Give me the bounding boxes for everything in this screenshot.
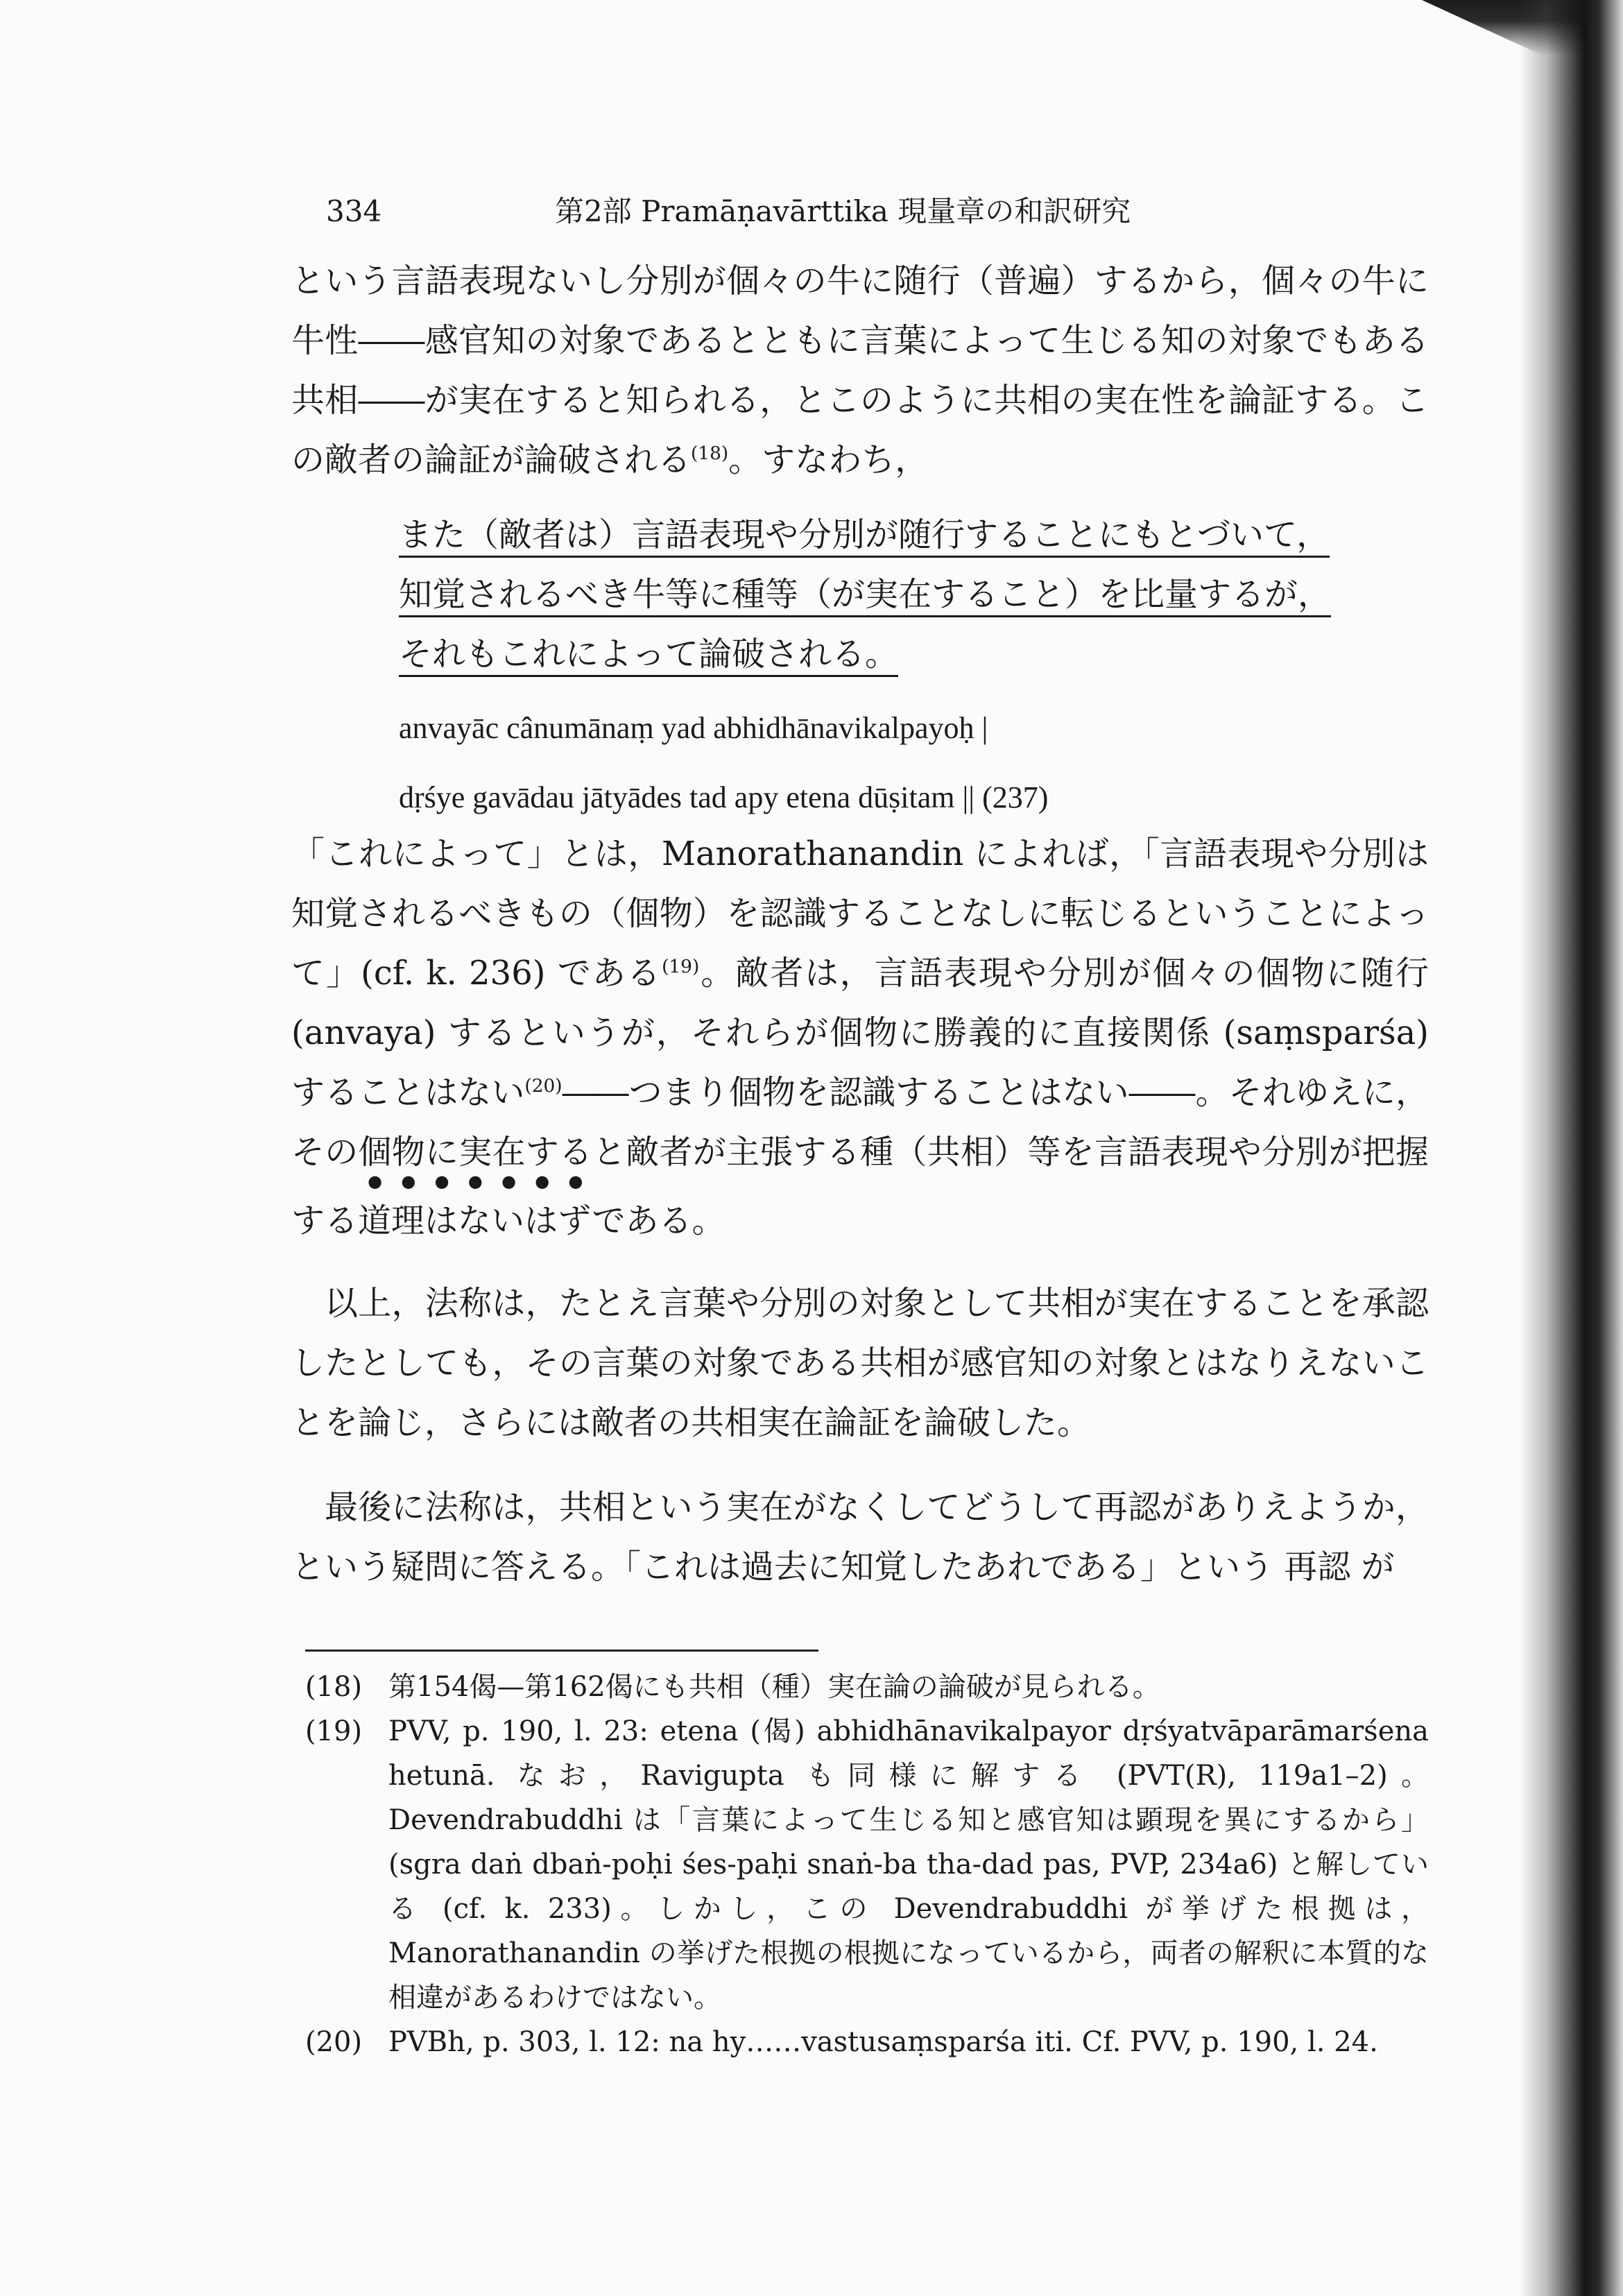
footnote-text: 第154偈—第162偈にも共相（種）実在論の論破が見られる。 xyxy=(388,1671,1160,1703)
footnote-ref-20[interactable]: (20) xyxy=(524,1075,563,1097)
footnote-number: (18) xyxy=(305,1671,363,1703)
footnote-ref-19[interactable]: (19) xyxy=(662,956,700,977)
binding-shadow xyxy=(1519,0,1623,2296)
footnotes xyxy=(305,1665,1429,2064)
paragraph-4: 最後に法称は，共相という実在がなくしてどうして再認がありえようか，という疑問に答える。「これは過去に知覚したあれである」という 再認 が xyxy=(291,1488,1429,1586)
footnote-number: (19) xyxy=(305,1715,363,1747)
footnote-text: PVBh, p. 303, l. 12: na hy……vastusaṃsparśa iti. Cf. PVV, p. 190, l. 24. xyxy=(388,2026,1378,2058)
paragraph-3: 以上，法称は，たとえ言葉や分別の対象として共相が実在することを承認したとしても，その言葉の対象である共相が感官知の対象とはなりえないことを論じ，さらには敵者の共相実在論証を論破した。 xyxy=(291,1284,1429,1442)
sanskrit-verse xyxy=(399,694,1439,832)
verse-line-2: 知覚されるべき牛等に種等（が実在すること）を比量するが， xyxy=(399,575,1332,614)
page-number: 334 xyxy=(326,194,382,228)
paragraph-1-text-b: 。すなわち， xyxy=(728,440,929,479)
paragraph-2 xyxy=(291,824,1429,1251)
footnote-ref-18[interactable]: (18) xyxy=(691,443,729,464)
paragraph-2-text-c: ――つまり個物を認識することはない――。それゆえに，その xyxy=(291,1073,1429,1172)
verse-translation xyxy=(399,505,1384,684)
footnote-19 xyxy=(305,1709,1429,2020)
sanskrit-line-1: anvayāc cânumānaṃ yad abhidhānavikalpayoḥ | xyxy=(399,711,988,745)
paragraph-2-text-b: 。敵者は，言語表現や分別が個々の個物に随行 (anvaya) するというが，それらが個物に勝義的に直接関係 (saṃsparśa) することはない xyxy=(291,954,1429,1112)
footnote-separator xyxy=(305,1650,818,1652)
footnote-20 xyxy=(305,2020,1429,2064)
paragraph-1-text-a: という言語表現ないし分別が個々の牛に随行（普遍）するから，個々の牛に牛性――感官知の対象であるとともに言葉によって生じる知の対象でもある共相――が実在すると知られる，とこのように共相の実在性を論証する。この敵者の論証が論破される xyxy=(291,262,1429,479)
paragraph-2-text-d: と敵者が主張する種（共相）等を言語表現や分別が把握する道理はないはずである。 xyxy=(291,1133,1429,1240)
running-title: 第2部 Pramāṇavārttika 現量章の和訳研究 xyxy=(555,194,1131,228)
verse-line-1: また（敵者は）言語表現や分別が随行することにもとづいて， xyxy=(399,515,1330,554)
sanskrit-line-2: dṛśye gavādau jātyādes tad apy etena dūṣitam || (237) xyxy=(399,780,1049,814)
verse-line-3: それもこれによって論破される。 xyxy=(399,635,899,674)
paragraph-1 xyxy=(291,251,1429,490)
emphasized-phrase: 個物に実在する xyxy=(358,1133,593,1172)
footnote-number: (20) xyxy=(305,2026,363,2058)
footnote-18 xyxy=(305,1665,1429,1709)
paragraph-2-text-a: 「これによって」とは，Manorathanandin によれば，「言語表現や分別は知覚されるべきもの（個物）を認識することなしに転じるということによって」(cf. k. 236) である xyxy=(291,834,1429,993)
footnote-text: PVV, p. 190, l. 23: etena (偈) abhidhānavikalpayor dṛśyatvāparāmarśena hetunā. なお，Ravigupta も同様に解する (PVT(R), 119a1–2)。Devendrabuddhi は「言葉によって生じる知と感官知は顕現を異にするから」(sgra daṅ dbaṅ-poḥi śes-paḥi snaṅ-ba tha-dad pas, PVP, 234a6) と解している (cf. k. 233)。しかし，この Devendrabuddhi が挙げた根拠は，Manorathanandin の挙げた根拠の根拠になっているから，両者の解釈に本質的な相違があるわけではない。 xyxy=(388,1715,1429,2014)
